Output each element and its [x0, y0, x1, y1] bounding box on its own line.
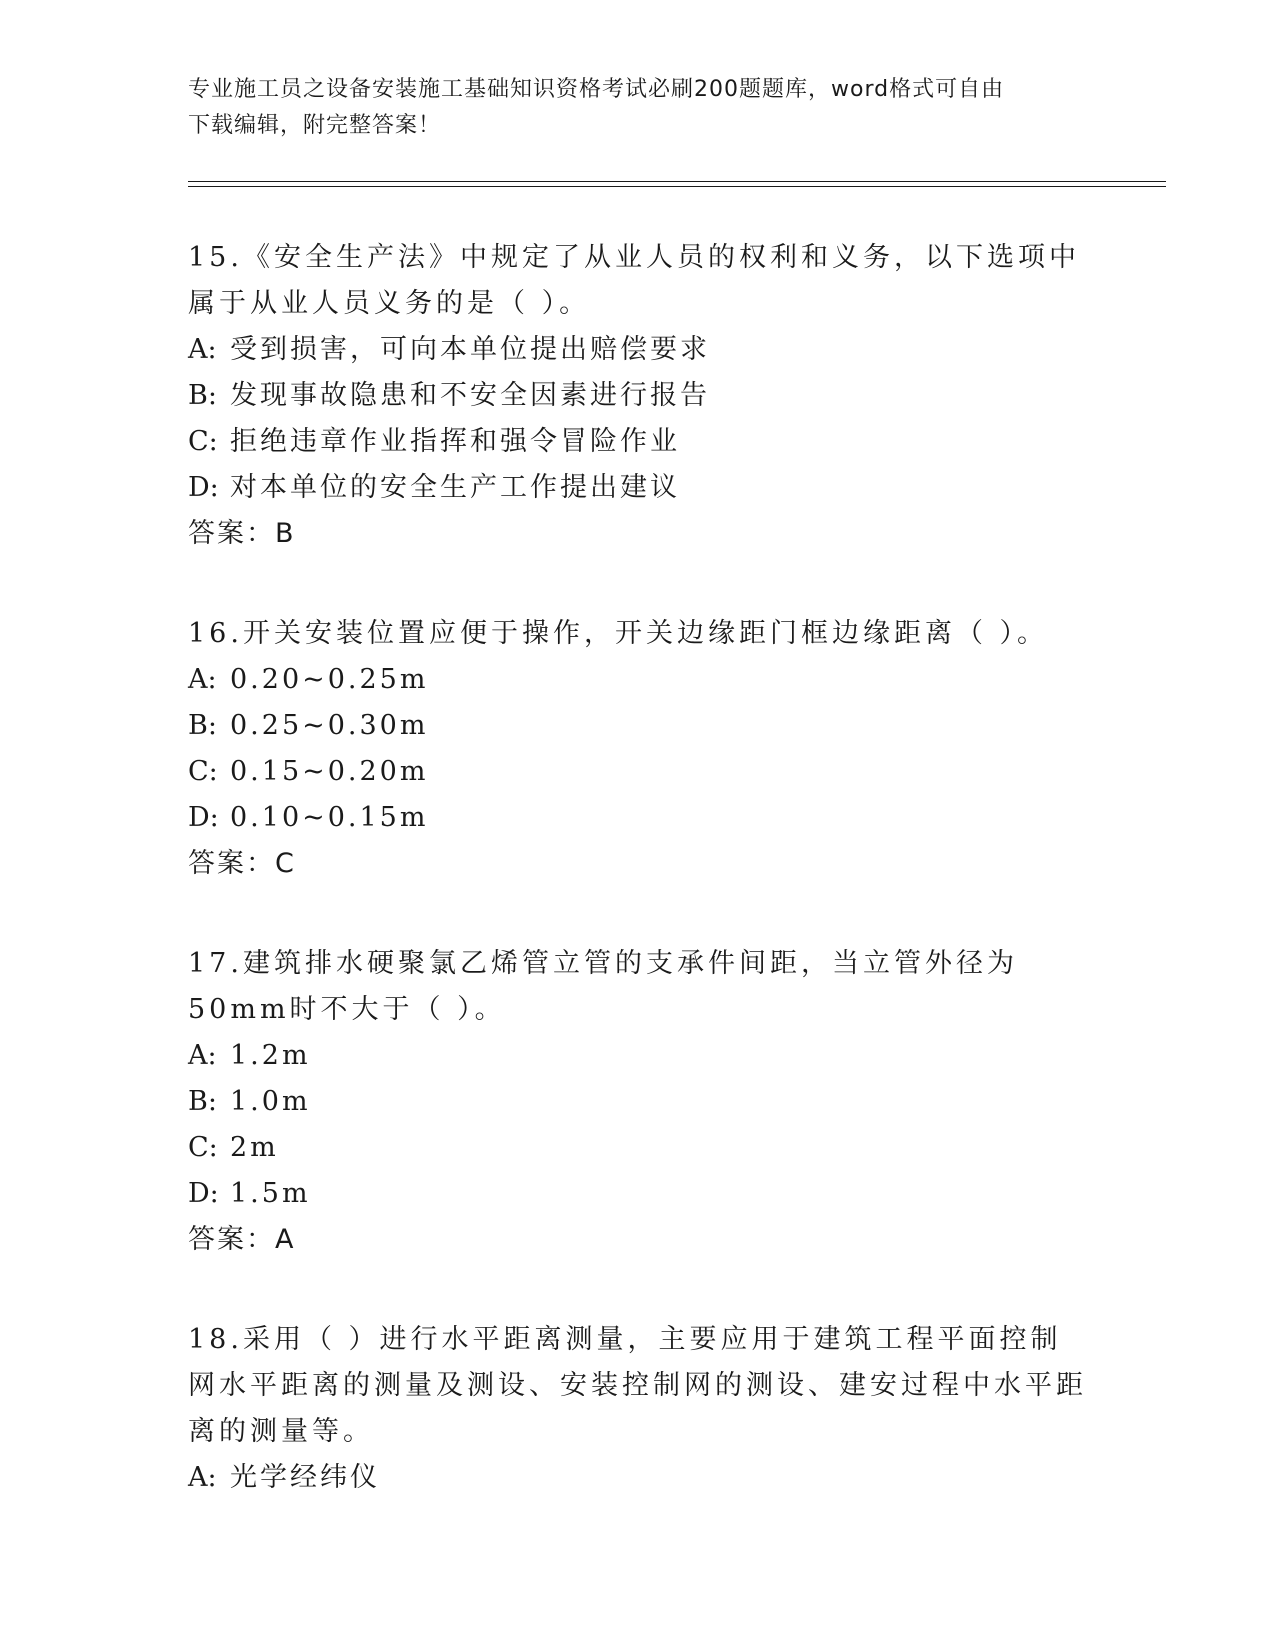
option-key: C:	[188, 1132, 218, 1163]
option-text: 0.10~0.15m	[230, 802, 429, 833]
option-text: 拒绝违章作业指挥和强令冒险作业	[230, 426, 680, 457]
question-stem: 17.建筑排水硬聚氯乙烯管立管的支承件间距，当立管外径为50mm时不大于（ ）。	[188, 948, 1018, 1025]
option-text: 0.20~0.25m	[230, 664, 429, 695]
option-key: D:	[188, 802, 219, 833]
option-b	[188, 373, 1088, 419]
option-d	[188, 795, 1088, 841]
option-key: B:	[188, 710, 217, 741]
option-d	[188, 465, 1088, 511]
header-divider-top	[188, 181, 1166, 182]
option-text: 1.5m	[230, 1178, 311, 1209]
option-key: A:	[188, 1462, 217, 1493]
option-key: C:	[188, 756, 218, 787]
option-text: 发现事故隐患和不安全因素进行报告	[230, 380, 710, 411]
question-stem: 15.《安全生产法》中规定了从业人员的权利和义务，以下选项中属于从业人员义务的是（ ）。	[188, 242, 1080, 319]
option-key: A:	[188, 1040, 217, 1071]
option-text: 对本单位的安全生产工作提出建议	[230, 472, 680, 503]
option-key: B:	[188, 380, 217, 411]
option-key: A:	[188, 664, 217, 695]
option-c	[188, 1125, 1088, 1171]
option-key: B:	[188, 1086, 217, 1117]
question-16	[188, 611, 1088, 887]
option-text: 受到损害，可向本单位提出赔偿要求	[230, 334, 710, 365]
option-key: D:	[188, 472, 219, 503]
option-a	[188, 1033, 1088, 1079]
question-18	[188, 1317, 1088, 1501]
option-key: C:	[188, 426, 218, 457]
option-key: A:	[188, 334, 217, 365]
option-b	[188, 703, 1088, 749]
header-line-1: 专业施工员之设备安装施工基础知识资格考试必刷200题题库，word格式可自由	[188, 77, 1005, 102]
answer-line: 答案：C	[188, 848, 296, 879]
question-stem: 18.采用（ ）进行水平距离测量，主要应用于建筑工程平面控制网水平距离的测量及测设、安装控制网的测设、建安过程中水平距离的测量等。	[188, 1324, 1087, 1447]
answer-line: 答案：B	[188, 518, 296, 549]
option-text: 2m	[230, 1132, 279, 1163]
header-divider-bottom	[188, 186, 1166, 187]
question-17	[188, 941, 1088, 1263]
option-b	[188, 1079, 1088, 1125]
option-text: 光学经纬仪	[230, 1462, 380, 1493]
option-c	[188, 419, 1088, 465]
option-a	[188, 657, 1088, 703]
option-text: 1.0m	[230, 1086, 311, 1117]
option-d	[188, 1171, 1088, 1217]
answer-line: 答案：A	[188, 1224, 296, 1255]
option-text: 0.25~0.30m	[230, 710, 429, 741]
option-a	[188, 327, 1088, 373]
question-list	[188, 235, 1088, 1555]
option-a	[188, 1455, 1088, 1501]
question-15	[188, 235, 1088, 557]
question-stem: 16.开关安装位置应便于操作，开关边缘距门框边缘距离（ ）。	[188, 618, 1049, 649]
document-header	[188, 72, 1088, 144]
option-key: D:	[188, 1178, 219, 1209]
header-line-2: 下载编辑，附完整答案！	[188, 113, 442, 138]
option-text: 0.15~0.20m	[230, 756, 429, 787]
option-text: 1.2m	[230, 1040, 311, 1071]
option-c	[188, 749, 1088, 795]
